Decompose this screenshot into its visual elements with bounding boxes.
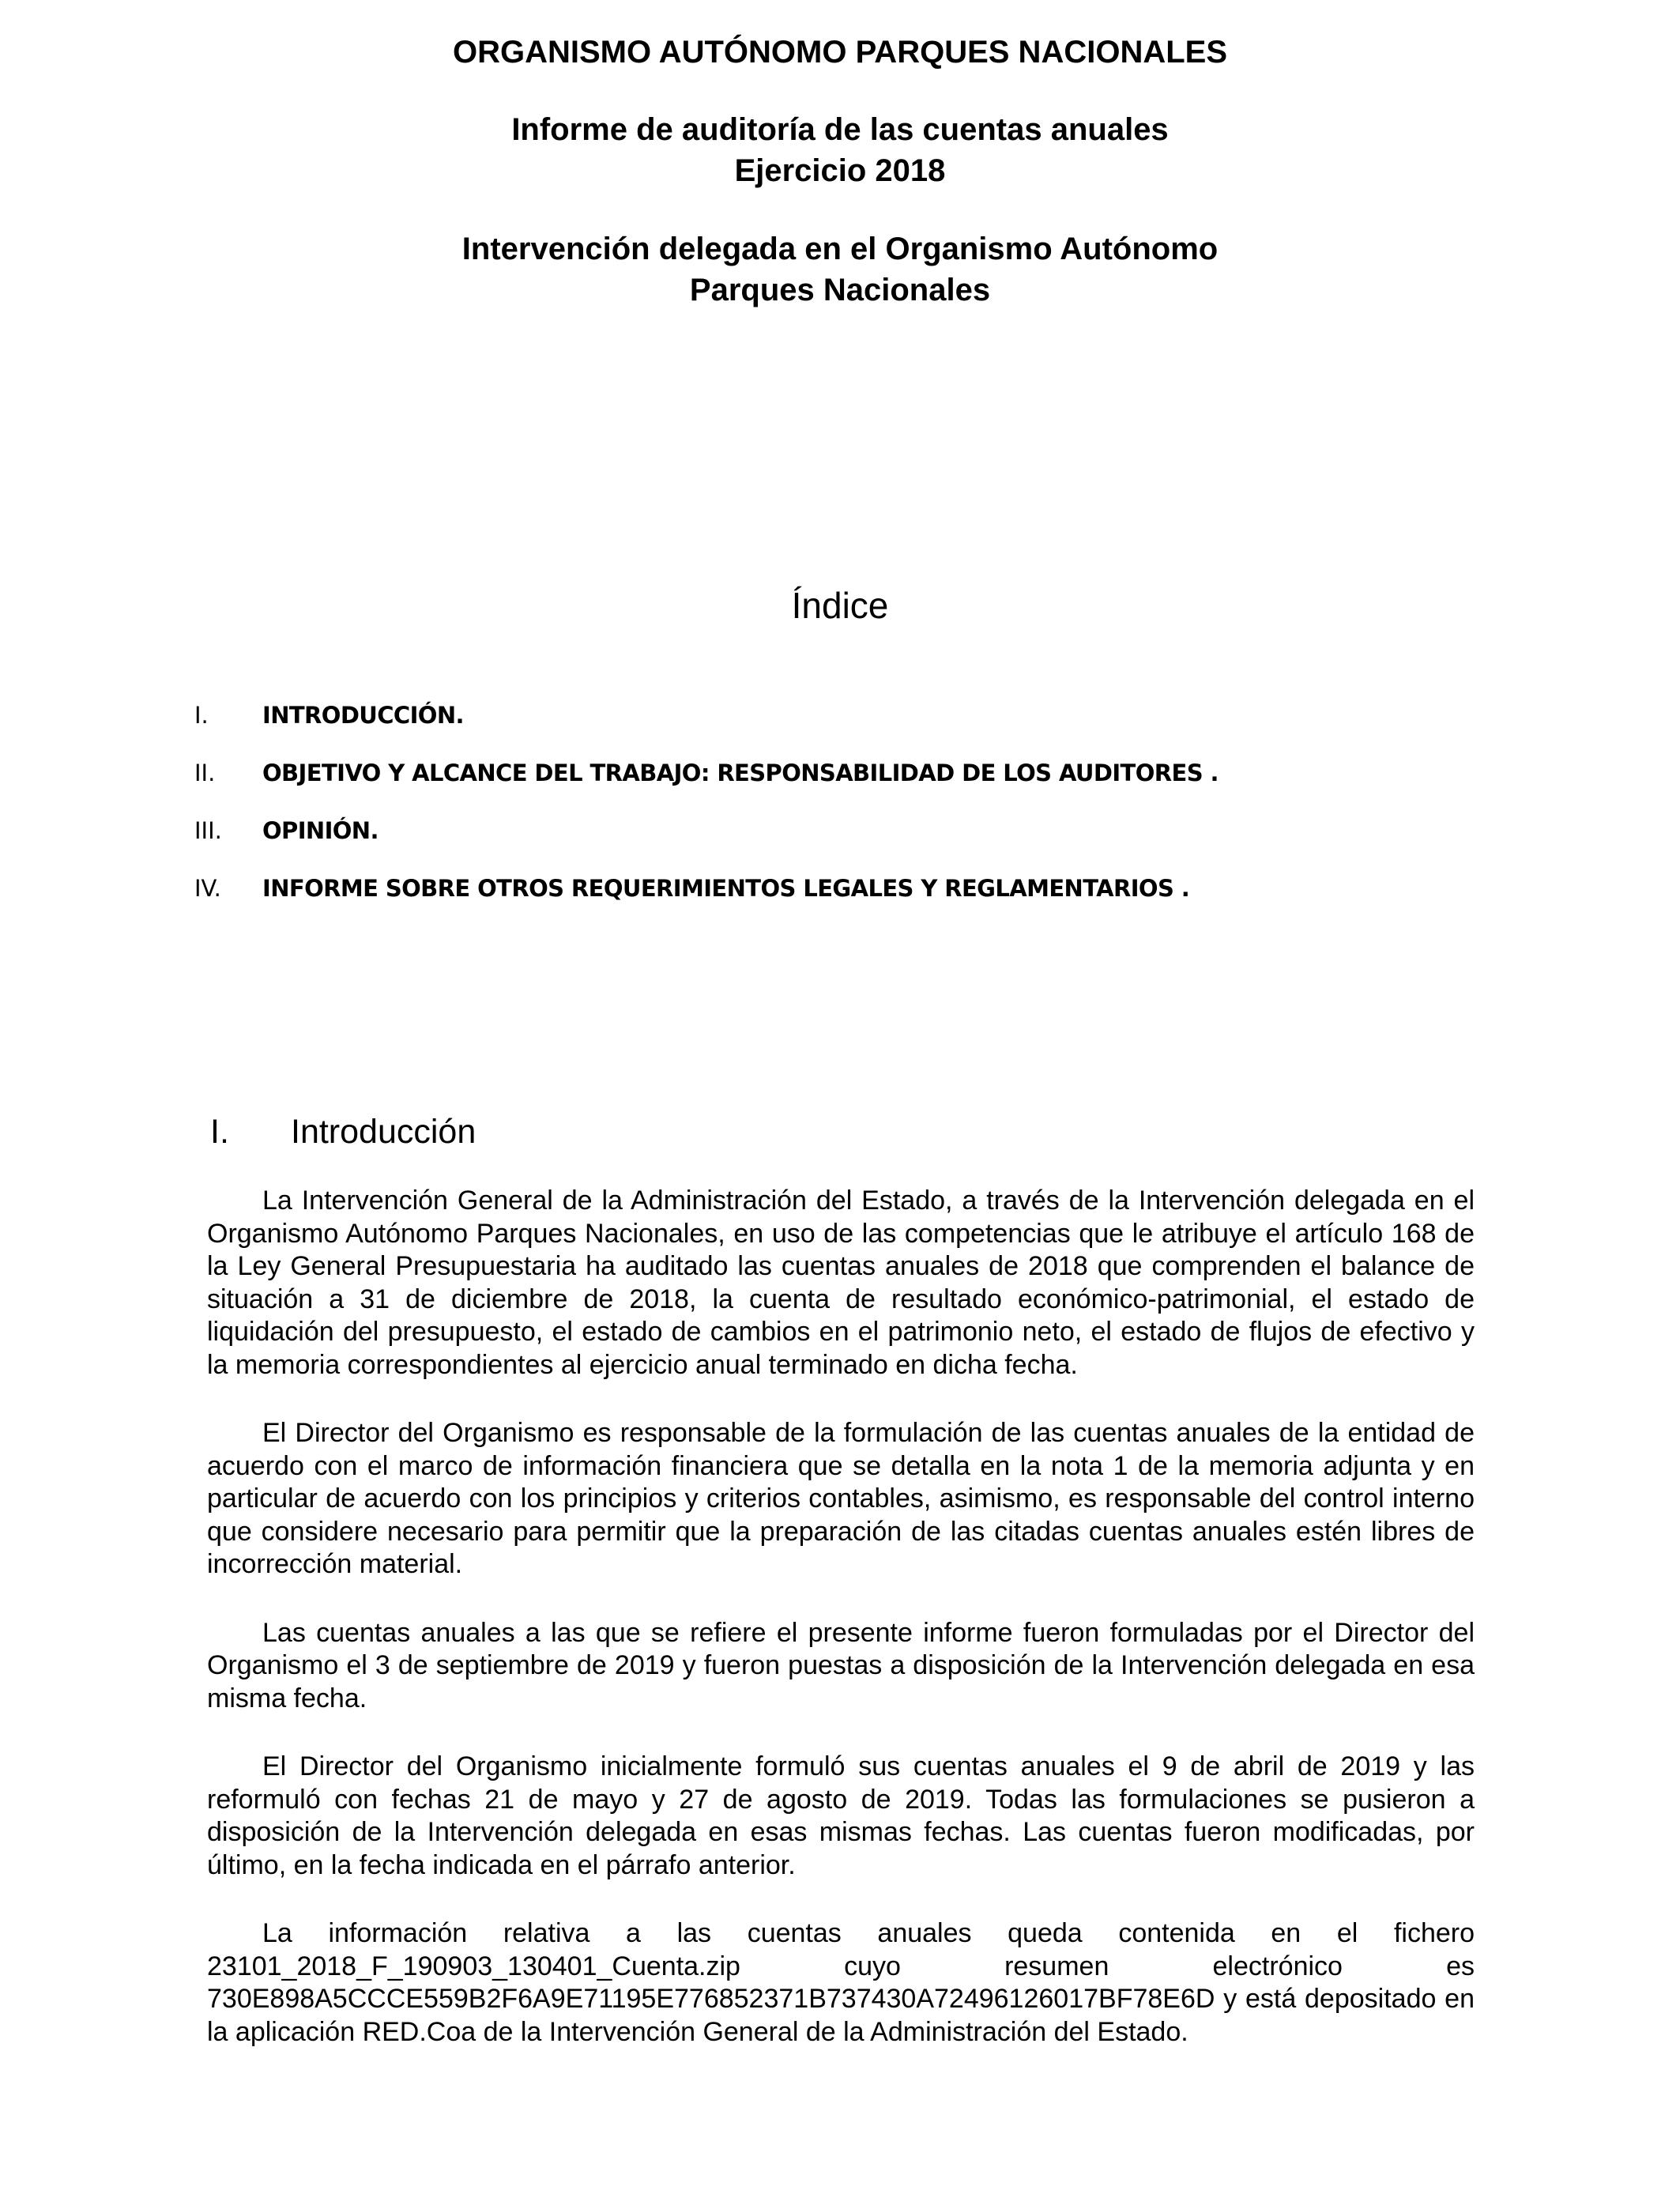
toc-item-number: III. xyxy=(194,817,222,844)
toc-item-number: IV. xyxy=(194,875,221,902)
intervention-line-2: Parques Nacionales xyxy=(689,273,991,307)
toc-item-number: I. xyxy=(194,702,209,729)
table-of-contents xyxy=(194,699,1538,930)
toc-item-otros-requerimientos[interactable] xyxy=(194,873,1538,904)
toc-item-label: OPINIÓN. xyxy=(262,817,379,844)
toc-item-objetivo[interactable] xyxy=(194,757,1538,789)
toc-item-opinion[interactable] xyxy=(194,815,1538,846)
paragraph: La Intervención General de la Administración del Estado, a través de la Intervención delegada en el Organismo Autónomo Parques Nacionales, en uso de las competencias que le atribuye el artículo 168 de la Ley General Presupuestaria ha auditado las cuentas anuales de 2018 que comprenden el balance de situación a 31 de diciembre de 2018, la cuenta de resultado económico-patrimonial, el estado de liquidación del presupuesto, el estado de cambios en el patrimonio neto, el estado de flujos de efectivo y la memoria correspondientes al ejercicio anual terminado en dicha fecha. xyxy=(207,1186,1475,1380)
paragraph: El Director del Organismo es responsable de la formulación de las cuentas anuales de la entidad de acuerdo con el marco de información financiera que se detalla en la nota 1 de la memoria adjunta y en particular de acuerdo con los principios y criterios contables, asimismo, es responsable del control interno que considere necesario para permitir que la preparación de las citadas cuentas anuales estén libres de incorrección material. xyxy=(207,1418,1475,1579)
report-title: Informe de auditoría de las cuentas anuales xyxy=(511,112,1169,147)
report-title-block xyxy=(0,109,1680,191)
fiscal-year: Ejercicio 2018 xyxy=(734,153,946,188)
organization-title: ORGANISMO AUTÓNOMO PARQUES NACIONALES xyxy=(452,35,1228,70)
section-number: I. xyxy=(210,1113,229,1151)
toc-item-number: II. xyxy=(194,760,216,786)
index-title: Índice xyxy=(791,585,889,626)
intervention-title-block xyxy=(0,228,1680,311)
toc-item-introduccion[interactable] xyxy=(194,699,1538,731)
paragraph: Las cuentas anuales a las que se refiere el presente informe fueron formuladas por el Director del Organismo el 3 de septiembre de 2019 y fueron puestas a disposición de la Intervención delegada en esa misma fecha. xyxy=(207,1617,1475,1713)
toc-item-label: INFORME SOBRE OTROS REQUERIMIENTOS LEGALES Y REGLAMENTARIOS . xyxy=(262,875,1190,902)
section-body xyxy=(207,1185,1475,2084)
toc-item-label: INTRODUCCIÓN. xyxy=(262,702,464,729)
section-title: Introducción xyxy=(291,1113,477,1151)
paragraph: La información relativa a las cuentas anuales queda contenida en el fichero 23101_2018_F_190903_130401_Cuenta.zip cuyo resumen electrónico es 730E898A5CCCE559B2F6A9E71195E776852371B737430A72496126017BF78E6D y está depositado en la aplicación RED.Coa de la Intervención General de la Administración del Estado. xyxy=(207,1918,1475,2047)
toc-item-label: OBJETIVO Y ALCANCE DEL TRABAJO: RESPONSABILIDAD DE LOS AUDITORES . xyxy=(262,760,1219,786)
paragraph: El Director del Organismo inicialmente formuló sus cuentas anuales el 9 de abril de 2019 y las reformuló con fechas 21 de mayo y 27 de agosto de 2019. Todas las formulaciones se pusieron a disposición de la Intervención delegada en esas mismas fechas. Las cuentas fueron modificadas, por último, en la fecha indicada en el párrafo anterior. xyxy=(207,1751,1475,1880)
intervention-line-1: Intervención delegada en el Organismo Autónomo xyxy=(461,232,1219,266)
